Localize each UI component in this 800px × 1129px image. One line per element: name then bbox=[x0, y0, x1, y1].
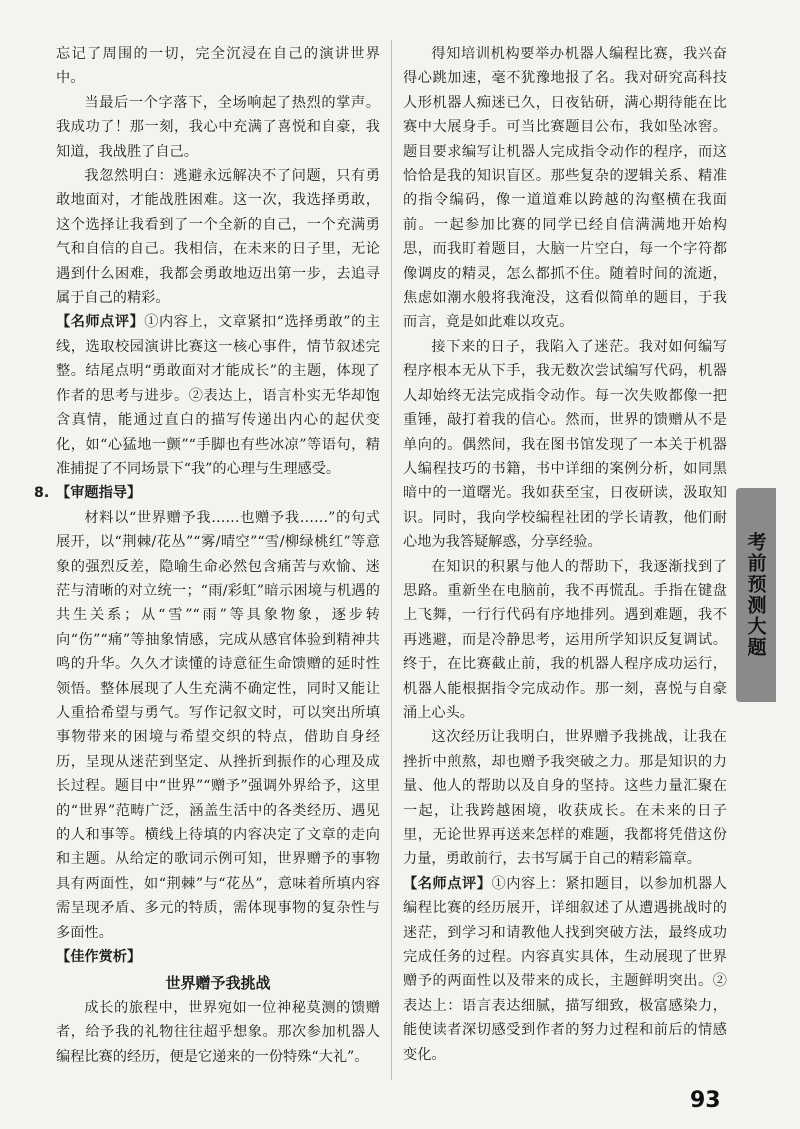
right-column bbox=[403, 42, 727, 1067]
essay-paragraph: 接下来的日子，我陷入了迷茫。我对如何编写程序根本无从下手，我无数次尝试编写代码，机器人却始终无法完成指令动作。每一次失败都像一把重锤，敲打着我的信心。然而，世界的馈赠从不是单向的。偶然间，我在图书馆发现了一本关于机器人编程技巧的书籍，书中详细的案例分析，如同黑暗中的一道曙光。我如获至宝，日夜研读，汲取知识。同时，我向学校编程社团的学长请教，他们耐心地为我答疑解惑，分享经验。 bbox=[403, 338, 727, 551]
teacher-comment-label: 【名师点评】 bbox=[403, 875, 492, 892]
essay-title: 世界赠予我挑战 bbox=[165, 974, 271, 993]
left-column bbox=[34, 42, 380, 1069]
appreciation-label: 【佳作赏析】 bbox=[56, 949, 142, 966]
section-side-tab bbox=[736, 488, 776, 702]
paragraph: 我忽然明白：逃避永远解决不了问题，只有勇敢地面对，才能战胜困难。这一次，我选择勇敢，这个选择让我看到了一个全新的自己，一个充满勇气和自信的自己。我相信，在未来的日子里，无论遇到什么困难，我都会勇敢地迈出第一步，去追寻属于自己的精彩。 bbox=[56, 168, 380, 307]
question-header bbox=[34, 481, 380, 505]
guide-label: 【审题指导】 bbox=[56, 485, 142, 502]
column-divider bbox=[391, 40, 392, 1080]
side-tab-label: 考前预测大题 bbox=[744, 532, 767, 658]
paragraph: 当最后一个字落下，全场响起了热烈的掌声。我成功了！那一刻，我心中充满了喜悦和自豪，我知道，我战胜了自己。 bbox=[56, 94, 380, 160]
teacher-comment-text: ①内容上：紧扣题目，以参加机器人编程比赛的经历展开，详细叙述了从遭遇挑战时的迷茫，到学习和请教他人找到突破方法，最终成功完成任务的过程。内容真实具体，生动展现了世界赠予的两面性以及带来的成长，主题鲜明突出。②表达上：语言表达细腻，描写细致，极富感染力，能使读者深切感受到作者的努力过程和前后的情感变化。 bbox=[403, 875, 727, 1063]
question-number: 8. bbox=[34, 485, 50, 502]
essay-paragraph: 在知识的积累与他人的帮助下，我逐渐找到了思路。重新坐在电脑前，我不再慌乱。手指在键盘上飞舞，一行行代码有序地排列。遇到难题，我不再逃避，而是冷静思考，运用所学知识反复调试。终于，在比赛截止前，我的机器人程序成功运行，机器人能根据指令完成动作。那一刻，喜悦与自豪涌上心头。 bbox=[403, 558, 727, 721]
guide-text: 材料以“世界赠予我……也赠予我……”的句式展开，以“荆棘/花丛”“雾/晴空”“雪/柳绿桃红”等意象的强烈反差，隐喻生命必然包含痛苦与欢愉、迷茫与清晰的对立统一；“雨/彩虹”暗示困境与机遇的共生关系；从“雪”“雨”等具象物象，逐步转向“伤”“痛”等抽象情感，完成从感官体验到精神共鸣的升华。久久才读懂的诗意征生命馈赠的延时性领悟。整体展现了人生充满不确定性，同时又能让人重拾希望与勇气。写作记叙文时，可以突出所填事物带来的困境与希望交织的特点，借助自身经历，呈现从迷茫到坚定、从挫折到振作的心理及成长过程。题目中“世界”“赠予”强调外界给予，这里的“世界”范畴广泛，涵盖生活中的各类经历、遇见的人和事等。横线上待填的内容决定了文章的走向和主题。从给定的歌词示例可知，世界赠予的事物具有两面性，如“荆棘”与“花丛”，意味着所填内容需呈现矛盾、多元的特质，需体现事物的复杂性与多面性。 bbox=[56, 509, 380, 941]
teacher-comment-label: 【名师点评】 bbox=[56, 314, 145, 331]
essay-paragraph: 成长的旅程中，世界宛如一位神秘莫测的馈赠者，给予我的礼物往往超乎想象。那次参加机器人编程比赛的经历，便是它递来的一份特殊“大礼”。 bbox=[56, 999, 380, 1065]
essay-paragraph: 得知培训机构要举办机器人编程比赛，我兴奋得心跳加速，毫不犹豫地报了名。我对研究高科技人形机器人痴迷已久，日夜钻研，满心期待能在比赛中大展身手。可当比赛题目公布，我如坠冰窖。题目要求编写让机器人完成指令动作的程序，而这恰恰是我的知识盲区。那些复杂的逻辑关系、精准的指令编码，像一道道难以跨越的沟壑横在我面前。一起参加比赛的同学已经自信满满地开始构思，而我盯着题目，大脑一片空白，每一个字符都像调皮的精灵，怎么都抓不住。随着时间的流逝，焦虑如潮水般将我淹没，这看似简单的题目，于我而言，竟是如此难以攻克。 bbox=[403, 46, 727, 331]
page-number: 93 bbox=[690, 1088, 721, 1113]
teacher-comment-block bbox=[56, 310, 380, 481]
paragraph: 忘记了周围的一切，完全沉浸在自己的演讲世界中。 bbox=[56, 46, 380, 87]
teacher-comment-text: ①内容上，文章紧扣“选择勇敢”的主线，选取校园演讲比赛这一核心事件，情节叙述完整。结尾点明“勇敢面对才能成长”的主题，体现了作者的思考与进步。②表达上，语言朴实无华却饱含真情，能通过直白的描写传递出内心的起伏变化，如“心猛地一颤”“手脚也有些冰凉”等语句，精准捕捉了不同场景下“我”的心理与生理感受。 bbox=[56, 314, 380, 477]
essay-paragraph: 这次经历让我明白，世界赠予我挑战，让我在挫折中煎熬，却也赠予我突破之力。那是知识的力量、他人的帮助以及自身的坚持。这些力量汇聚在一起，让我跨越困境，收获成长。在未来的日子里，无论世界再送来怎样的难题，我都将凭借这份力量，勇敢前行，去书写属于自己的精彩篇章。 bbox=[403, 729, 727, 868]
teacher-comment-block bbox=[403, 872, 727, 1067]
